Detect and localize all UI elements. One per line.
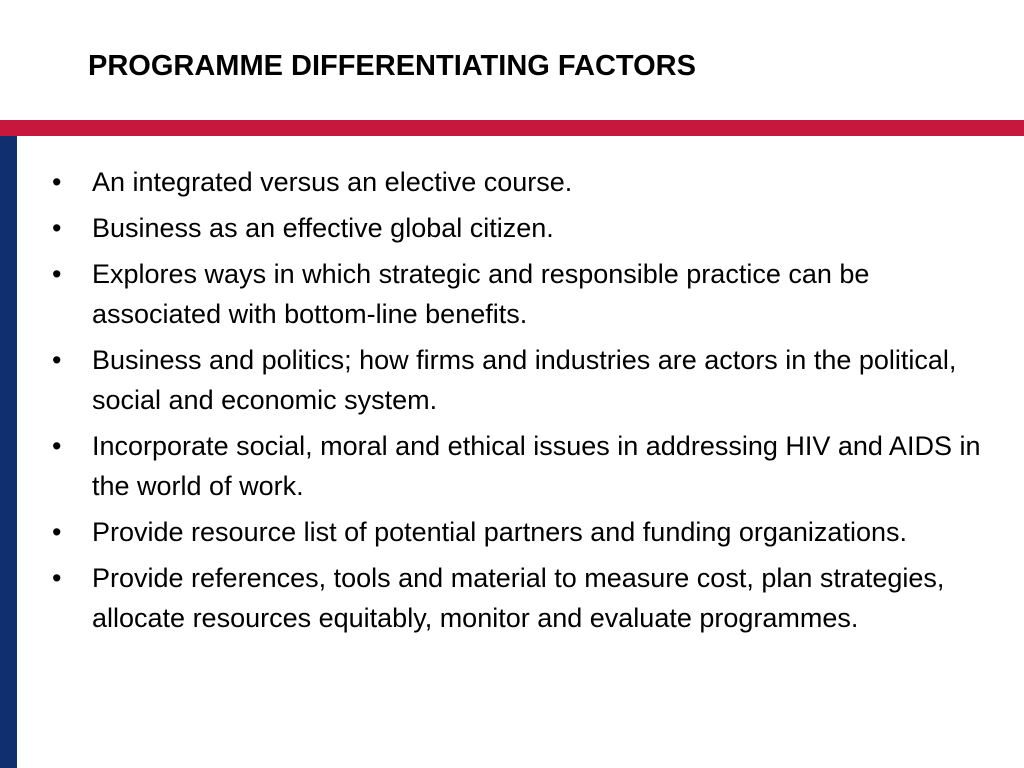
bullet-dot-icon: • bbox=[52, 259, 62, 289]
bullet-text: Provide resource list of potential partners and funding organizations. bbox=[92, 517, 907, 547]
bullet-text: Explores ways in which strategic and responsible practice can be associated with bottom-line benefits. bbox=[92, 259, 870, 329]
bullet-text: Business and politics; how firms and industries are actors in the political, social and economic system. bbox=[92, 345, 957, 415]
bullet-item bbox=[52, 558, 992, 638]
bullet-item bbox=[52, 340, 992, 420]
slide-title: PROGRAMME DIFFERENTIATING FACTORS bbox=[88, 50, 696, 82]
bullet-item bbox=[52, 426, 992, 506]
bullet-item bbox=[52, 162, 992, 202]
bullet-list bbox=[52, 162, 992, 644]
bullet-text: Business as an effective global citizen. bbox=[92, 213, 554, 243]
left-accent-bar bbox=[0, 136, 17, 768]
bullet-dot-icon: • bbox=[52, 431, 62, 461]
bullet-item bbox=[52, 512, 992, 552]
bullet-dot-icon: • bbox=[52, 345, 62, 375]
bullet-dot-icon: • bbox=[52, 563, 62, 593]
bullet-item bbox=[52, 254, 992, 334]
bullet-item bbox=[52, 208, 992, 248]
title-divider-band bbox=[0, 120, 1024, 136]
bullet-dot-icon: • bbox=[52, 517, 62, 547]
bullet-text: Provide references, tools and material to measure cost, plan strategies, allocate resources equitably, monitor and evaluate programmes. bbox=[92, 563, 945, 633]
bullet-dot-icon: • bbox=[52, 213, 62, 243]
bullet-dot-icon: • bbox=[52, 167, 62, 197]
bullet-text: An integrated versus an elective course. bbox=[92, 167, 573, 197]
bullet-text: Incorporate social, moral and ethical issues in addressing HIV and AIDS in the world of work. bbox=[92, 431, 981, 501]
